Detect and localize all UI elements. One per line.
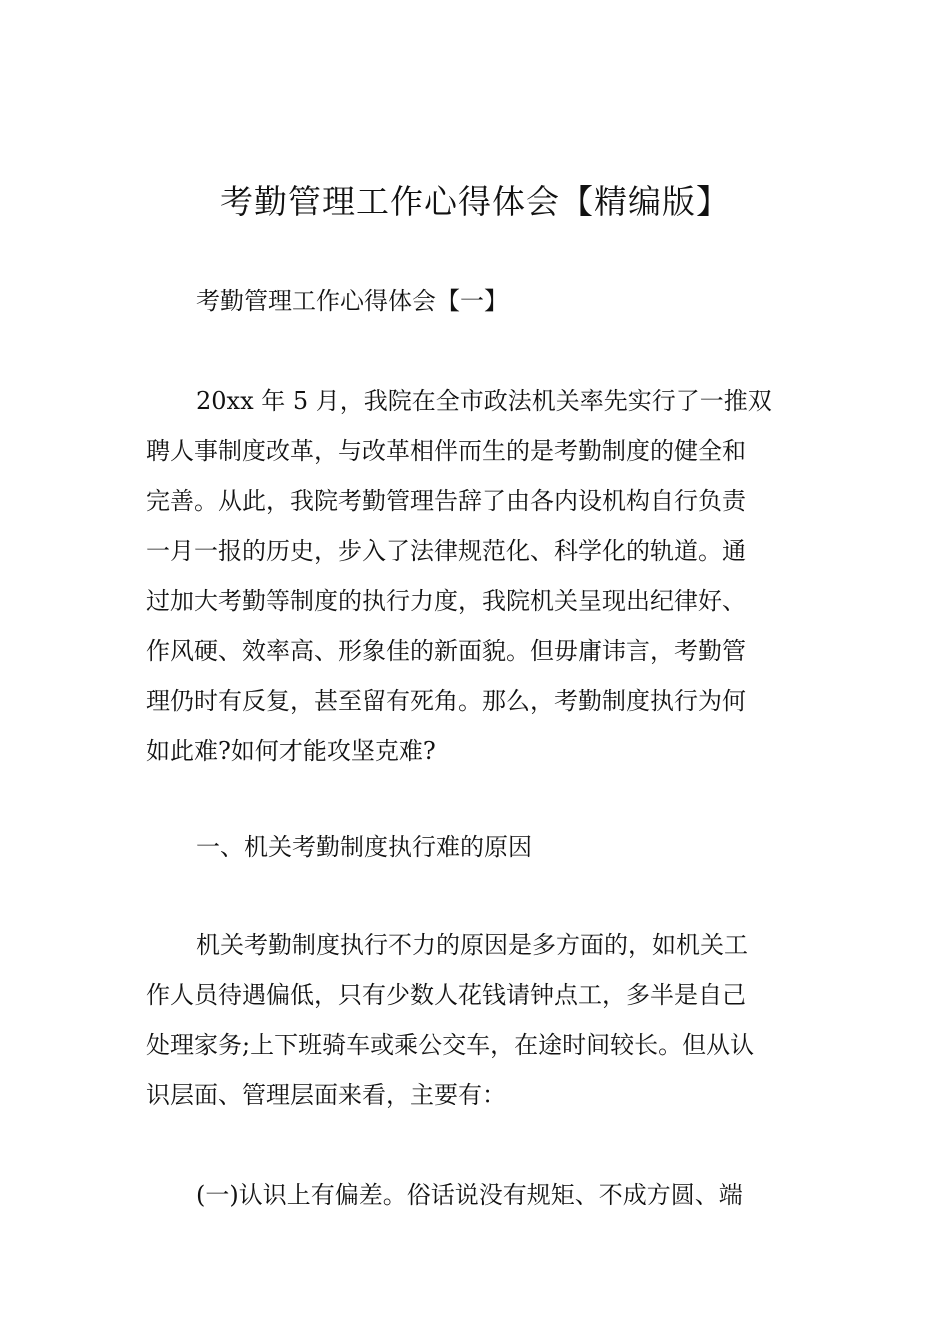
document-title: 考勤管理工作心得体会【精编版】: [220, 182, 730, 221]
paragraph-2: [146, 920, 806, 1120]
paragraph-line: 理仍时有反复，甚至留有死角。那么，考勤制度执行为何: [146, 687, 746, 715]
paragraph-1: [146, 376, 806, 776]
paragraph-line: 完善。从此，我院考勤管理告辞了由各内设机构自行负责: [146, 487, 746, 515]
paragraph-3: [146, 1170, 806, 1220]
paragraph-line: 20xx 年 5 月，我院在全市政法机关率先实行了一推双: [196, 387, 772, 415]
paragraph-line: 作风硬、效率高、形象佳的新面貌。但毋庸讳言，考勤管: [146, 637, 746, 665]
paragraph-line: 聘人事制度改革，与改革相伴而生的是考勤制度的健全和: [146, 437, 746, 465]
section-subtitle: 考勤管理工作心得体会【一】: [196, 287, 508, 315]
paragraph-line: 过加大考勤等制度的执行力度，我院机关呈现出纪律好、: [146, 587, 746, 615]
paragraph-line: 处理家务;上下班骑车或乘公交车，在途时间较长。但从认: [146, 1031, 755, 1059]
paragraph-line: 一月一报的历史，步入了法律规范化、科学化的轨道。通: [146, 537, 746, 565]
paragraph-line: 机关考勤制度执行不力的原因是多方面的，如机关工: [196, 931, 748, 959]
section-heading-1: 一、机关考勤制度执行难的原因: [196, 833, 532, 861]
paragraph-line: 作人员待遇偏低，只有少数人花钱请钟点工，多半是自己: [146, 981, 746, 1009]
paragraph-line: 识层面、管理层面来看，主要有：: [146, 1081, 506, 1109]
paragraph-line: (一)认识上有偏差。俗话说没有规矩、不成方圆、端: [196, 1181, 743, 1209]
paragraph-line: 如此难?如何才能攻坚克难?: [146, 737, 436, 765]
